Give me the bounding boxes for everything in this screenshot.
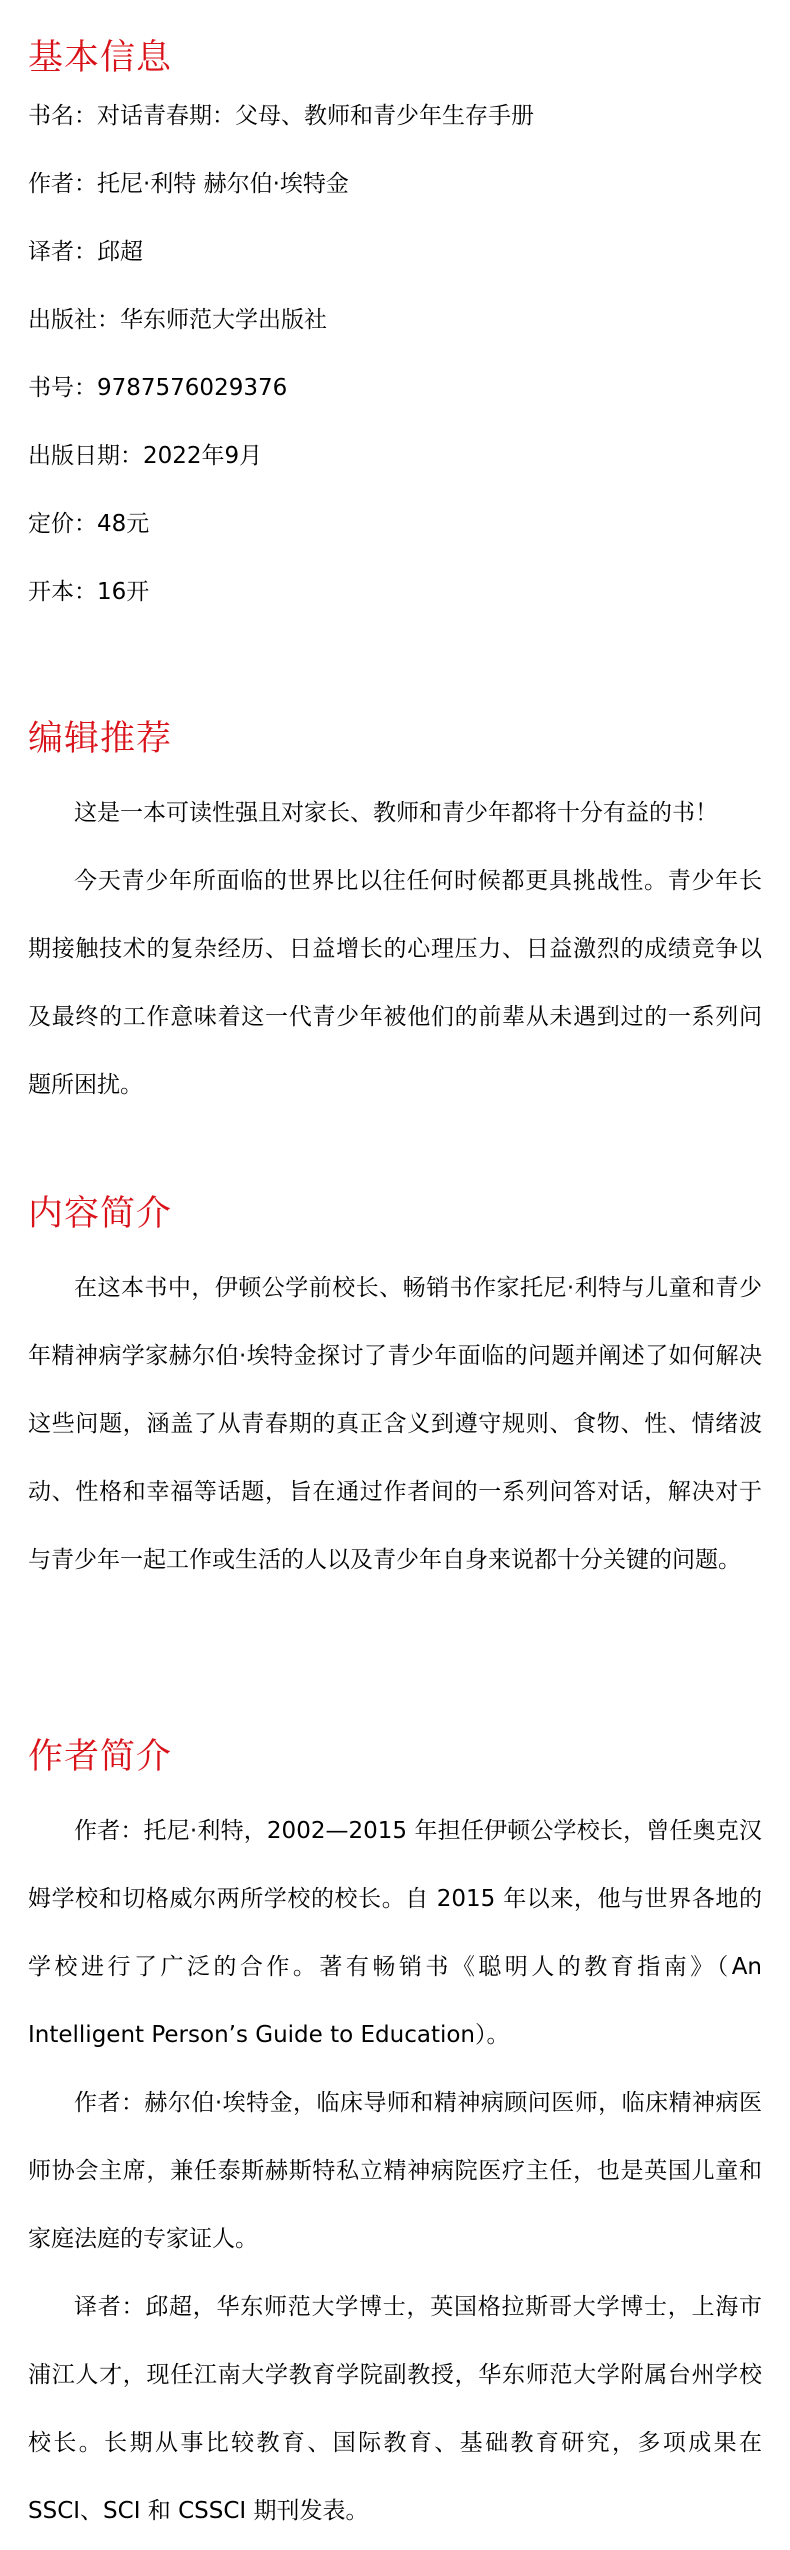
recommendation-paragraph: 这是一本可读性强且对家长、教师和青少年都将十分有益的书！ (74, 800, 718, 826)
translator-row: 译者：邱超 (28, 239, 143, 265)
translator-bio-paragraph: 译者：邱超，华东师范大学博士，英国格拉斯哥大学博士，上海市浦江人才，现任江南大学教育学院副教授，华东师范大学附属台州学校校长。长期从事比较教育、国际教育、基础教育研究，多项成果在 SSCI、SCI 和 CSSCI 期刊发表。 (28, 2294, 762, 2524)
author-bio-paragraph: 作者：赫尔伯·埃特金，临床导师和精神病顾问医师，临床精神病医师协会主席，兼任泰斯赫斯特私立精神病院医疗主任，也是英国儿童和家庭法庭的专家证人。 (28, 2090, 762, 2252)
author-intro-section (28, 1733, 762, 2545)
author-bio-paragraph: 作者：托尼·利特，2002—2015 年担任伊顿公学校长，曾任奥克汉姆学校和切格威尔两所学校的校长。自 2015 年以来，他与世界各地的学校进行了广泛的合作。著有畅销书《聪明人的教育指南》（An Intelligent Person’s Guide to Education）。 (28, 1818, 762, 2048)
recommendation-paragraph: 今天青少年所面临的世界比以往任何时候都更具挑战性。青少年长期接触技术的复杂经历、日益增长的心理压力、日益激烈的成绩竞争以及最终的工作意味着这一代青少年被他们的前辈从未遇到过的一系列问题所困扰。 (28, 868, 762, 1098)
recommendation-heading: 编辑推荐 (28, 719, 173, 759)
isbn-row: 书号：9787576029376 (28, 375, 288, 401)
publisher-row: 出版社：华东师范大学出版社 (28, 307, 327, 333)
book-title-row: 书名：对话青春期：父母、教师和青少年生存手册 (28, 103, 534, 129)
content-intro-paragraph: 在这本书中，伊顿公学前校长、畅销书作家托尼·利特与儿童和青少年精神病学家赫尔伯·埃特金探讨了青少年面临的问题并阐述了如何解决这些问题，涵盖了从青春期的真正含义到遵守规则、食物、性、情绪波动、性格和幸福等话题，旨在通过作者间的一系列问答对话，解决对于与青少年一起工作或生活的人以及青少年自身来说都十分关键的问题。 (28, 1275, 762, 1573)
recommendation-section (28, 715, 762, 1119)
publish-date-row: 出版日期：2022年9月 (28, 443, 263, 469)
format-row: 开本：16开 (28, 579, 150, 605)
author-row: 作者：托尼·利特 赫尔伯·埃特金 (28, 171, 349, 197)
author-intro-heading: 作者简介 (28, 1737, 173, 1777)
content-intro-heading: 内容简介 (28, 1194, 173, 1234)
basic-info-section (28, 34, 762, 609)
content-intro-section (28, 1190, 762, 1594)
basic-info-heading: 基本信息 (28, 38, 173, 78)
price-row: 定价：48元 (28, 511, 150, 537)
